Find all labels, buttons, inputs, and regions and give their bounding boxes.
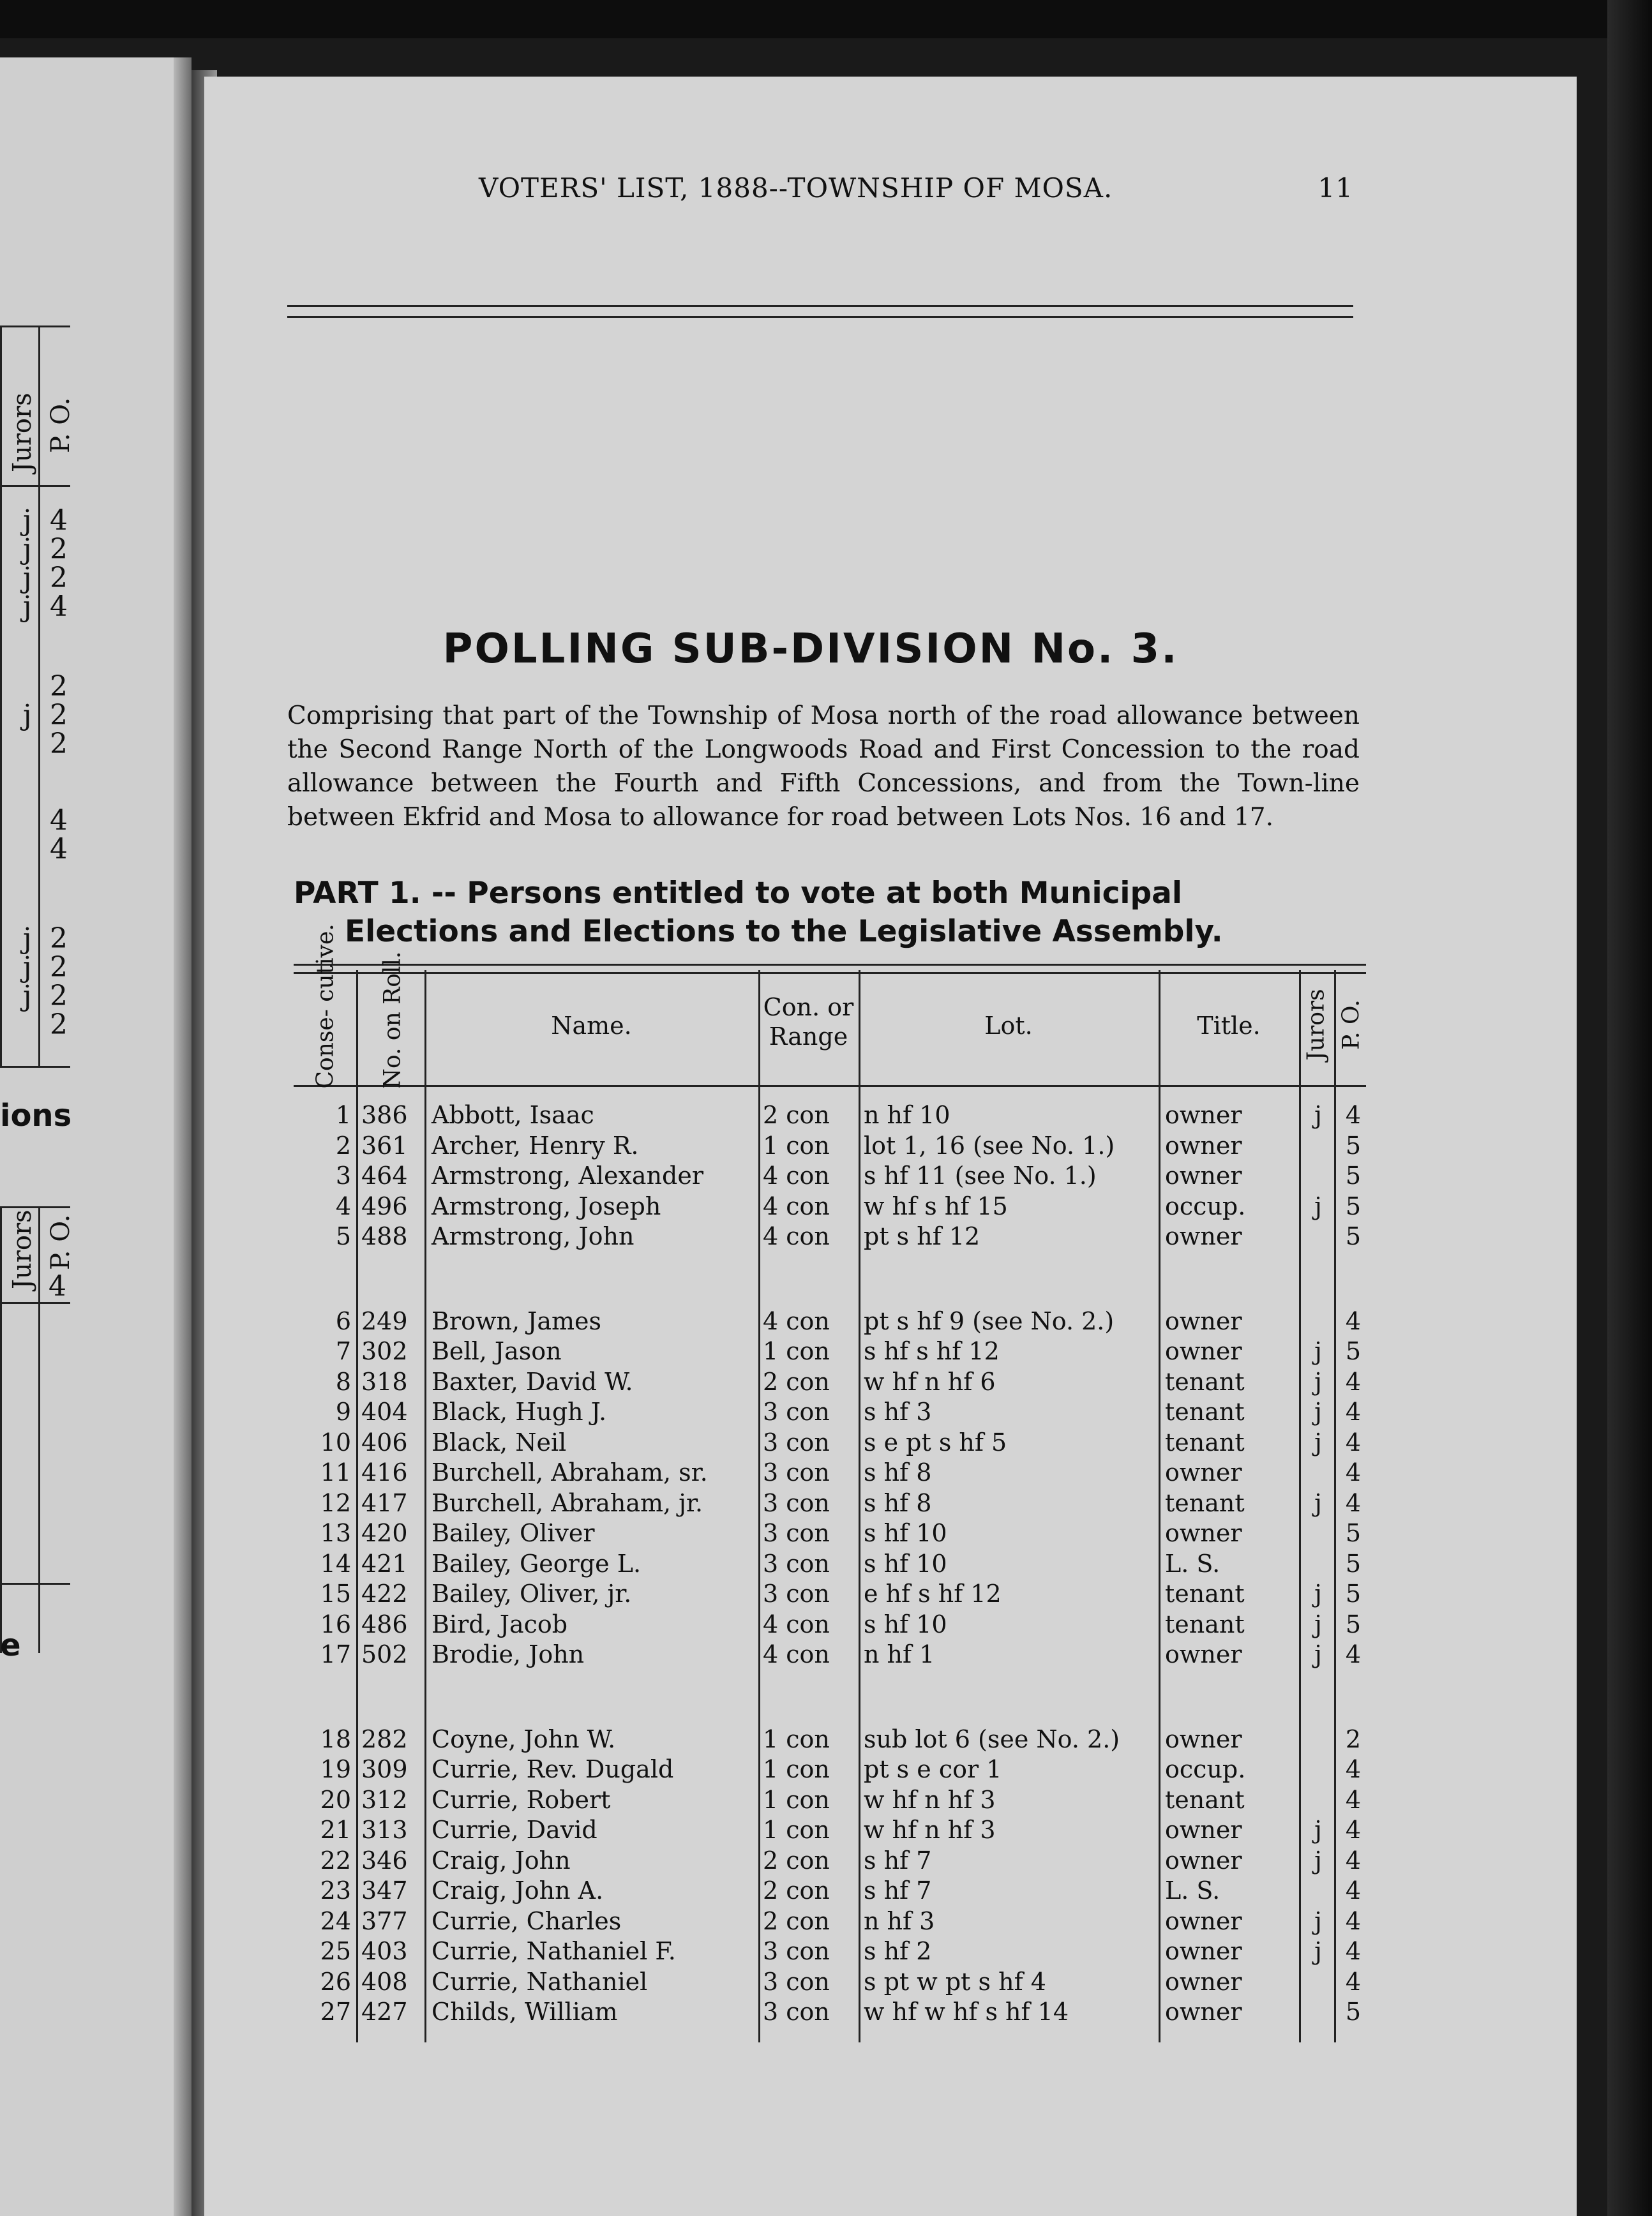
jurors-mark: j bbox=[1314, 1101, 1322, 1129]
consecutive-number: 27 bbox=[320, 1998, 351, 2026]
concession: 3 con bbox=[763, 1519, 830, 1547]
post-office: 4 bbox=[1345, 1755, 1362, 1783]
table-row bbox=[294, 1398, 1366, 1427]
table-row bbox=[294, 1368, 1366, 1397]
concession: 3 con bbox=[763, 1549, 830, 1578]
consecutive-number: 8 bbox=[335, 1367, 351, 1396]
concession: 3 con bbox=[763, 1580, 830, 1608]
voter-name: Currie, Charles bbox=[432, 1906, 622, 1935]
title-status: owner bbox=[1165, 1725, 1242, 1753]
post-office: 5 bbox=[1345, 1337, 1362, 1365]
post-office: 5 bbox=[1345, 1192, 1362, 1220]
voter-name: Black, Neil bbox=[432, 1428, 567, 1456]
table-row bbox=[294, 1337, 1366, 1366]
voter-name: Currie, David bbox=[432, 1816, 597, 1844]
concession: 3 con bbox=[763, 1398, 830, 1426]
title-status: owner bbox=[1165, 1131, 1242, 1160]
jurors-mark: j bbox=[1314, 1488, 1322, 1517]
voter-name: Armstrong, John bbox=[432, 1222, 635, 1250]
roll-number: 496 bbox=[361, 1192, 408, 1220]
lot-description: w hf s hf 15 bbox=[864, 1192, 1008, 1220]
left-page-rule bbox=[0, 326, 70, 327]
title-status: owner bbox=[1165, 1640, 1242, 1668]
table-row bbox=[294, 1998, 1366, 2027]
lot-description: s hf 3 bbox=[864, 1398, 932, 1426]
lot-description: s hf 7 bbox=[864, 1876, 932, 1905]
left-page-column-rule bbox=[0, 326, 2, 1066]
left-page-jurors-header-2: Jurors bbox=[8, 1209, 37, 1289]
lot-description: n hf 3 bbox=[864, 1906, 935, 1935]
table-row bbox=[294, 1132, 1366, 1161]
consecutive-number: 7 bbox=[335, 1337, 351, 1365]
consecutive-number: 13 bbox=[320, 1519, 351, 1547]
left-page-jurors-mark: j bbox=[23, 533, 32, 565]
jurors-mark: j bbox=[1314, 1816, 1322, 1844]
jurors-mark: j bbox=[1314, 1428, 1322, 1456]
left-page-po-entry: 2 bbox=[50, 670, 68, 703]
lot-description: w hf n hf 3 bbox=[864, 1816, 996, 1844]
post-office: 5 bbox=[1345, 1519, 1362, 1547]
left-page-jurors-mark: j bbox=[23, 980, 32, 1012]
roll-number: 361 bbox=[361, 1131, 408, 1160]
post-office: 4 bbox=[1345, 1306, 1362, 1335]
lot-description: e hf s hf 12 bbox=[864, 1580, 1002, 1608]
post-office: 5 bbox=[1345, 1162, 1362, 1190]
consecutive-number: 14 bbox=[320, 1549, 351, 1578]
roll-number: 406 bbox=[361, 1428, 408, 1456]
post-office: 4 bbox=[1345, 1906, 1362, 1935]
title-status: owner bbox=[1165, 1846, 1242, 1875]
table-row bbox=[294, 1101, 1366, 1130]
jurors-mark: j bbox=[1314, 1610, 1322, 1638]
voter-name: Burchell, Abraham, jr. bbox=[432, 1488, 703, 1517]
concession: 4 con bbox=[763, 1192, 830, 1220]
left-page-jurors-mark: j bbox=[23, 504, 32, 537]
lot-description: n hf 1 bbox=[864, 1640, 935, 1668]
left-page-po-entry: 2 bbox=[50, 728, 68, 760]
left-page-jurors-mark: j bbox=[23, 590, 32, 623]
left-facing-page bbox=[0, 57, 191, 2216]
consecutive-number: 17 bbox=[320, 1640, 351, 1668]
jurors-mark: j bbox=[1314, 1580, 1322, 1608]
left-page-jurors-mark: j bbox=[23, 699, 32, 731]
left-page-rule bbox=[0, 485, 70, 487]
table-row bbox=[294, 1846, 1366, 1876]
table-row bbox=[294, 1968, 1366, 1997]
header-title: Title. bbox=[1197, 1012, 1261, 1040]
voter-name: Brodie, John bbox=[432, 1640, 585, 1668]
concession: 4 con bbox=[763, 1640, 830, 1668]
consecutive-number: 22 bbox=[320, 1846, 351, 1875]
left-page-rule bbox=[0, 1583, 70, 1585]
jurors-mark: j bbox=[1314, 1192, 1322, 1220]
concession: 1 con bbox=[763, 1785, 830, 1814]
post-office: 4 bbox=[1345, 1398, 1362, 1426]
title-status: owner bbox=[1165, 1816, 1242, 1844]
running-head-title: VOTERS' LIST, 1888--TOWNSHIP OF MOSA. bbox=[479, 172, 1113, 204]
concession: 3 con bbox=[763, 1998, 830, 2026]
title-status: tenant bbox=[1165, 1580, 1245, 1608]
left-page-po-entry: 2 bbox=[50, 922, 68, 955]
concession: 2 con bbox=[763, 1906, 830, 1935]
title-status: tenant bbox=[1165, 1367, 1245, 1396]
concession: 1 con bbox=[763, 1816, 830, 1844]
title-status: L. S. bbox=[1165, 1876, 1220, 1905]
page-gutter bbox=[174, 57, 191, 2216]
consecutive-number: 11 bbox=[320, 1458, 351, 1486]
lot-description: lot 1, 16 (see No. 1.) bbox=[864, 1131, 1115, 1160]
roll-number: 502 bbox=[361, 1640, 408, 1668]
page-number: 11 bbox=[1318, 172, 1353, 204]
post-office: 4 bbox=[1345, 1816, 1362, 1844]
consecutive-number: 24 bbox=[320, 1906, 351, 1935]
title-status: tenant bbox=[1165, 1488, 1245, 1517]
roll-number: 486 bbox=[361, 1610, 408, 1638]
post-office: 4 bbox=[1345, 1876, 1362, 1905]
header-roll: No. on Roll. bbox=[379, 951, 406, 1089]
left-page-po-entry: 2 bbox=[50, 533, 68, 565]
title-status: tenant bbox=[1165, 1785, 1245, 1814]
voter-name: Currie, Nathaniel bbox=[432, 1967, 648, 1996]
concession: 4 con bbox=[763, 1610, 830, 1638]
roll-number: 386 bbox=[361, 1101, 408, 1129]
left-page-po-entry: 2 bbox=[50, 980, 68, 1012]
voter-name: Craig, John bbox=[432, 1846, 571, 1875]
voter-name: Bailey, Oliver bbox=[432, 1519, 595, 1547]
roll-number: 488 bbox=[361, 1222, 408, 1250]
left-page-rule bbox=[0, 1206, 70, 1208]
concession: 4 con bbox=[763, 1222, 830, 1250]
concession: 3 con bbox=[763, 1428, 830, 1456]
left-page-jurors-mark: j bbox=[23, 562, 32, 594]
post-office: 4 bbox=[1345, 1640, 1362, 1668]
left-page-po-header-2: P. O. bbox=[46, 1214, 75, 1270]
title-status: owner bbox=[1165, 1222, 1242, 1250]
consecutive-number: 23 bbox=[320, 1876, 351, 1905]
part-heading-line2: Elections and Elections to the Legislative Assembly. bbox=[345, 914, 1223, 949]
lot-description: s e pt s hf 5 bbox=[864, 1428, 1007, 1456]
voter-name: Currie, Robert bbox=[432, 1785, 611, 1814]
lot-description: s hf 8 bbox=[864, 1488, 932, 1517]
lot-description: s hf 8 bbox=[864, 1458, 932, 1486]
jurors-mark: j bbox=[1314, 1337, 1322, 1365]
concession: 1 con bbox=[763, 1131, 830, 1160]
part-heading-line1: PART 1. -- Persons entitled to vote at both Municipal bbox=[294, 876, 1183, 911]
table-row bbox=[294, 1786, 1366, 1815]
lot-description: w hf w hf s hf 14 bbox=[864, 1998, 1069, 2026]
roll-number: 249 bbox=[361, 1306, 408, 1335]
post-office: 4 bbox=[1345, 1846, 1362, 1875]
left-page-jurors-mark: j bbox=[23, 951, 32, 984]
title-status: owner bbox=[1165, 1967, 1242, 1996]
voter-name: Armstrong, Alexander bbox=[432, 1162, 704, 1190]
title-status: owner bbox=[1165, 1998, 1242, 2026]
roll-number: 427 bbox=[361, 1998, 408, 2026]
title-status: owner bbox=[1165, 1906, 1242, 1935]
voter-name: Coyne, John W. bbox=[432, 1725, 616, 1753]
consecutive-number: 5 bbox=[335, 1222, 351, 1250]
voter-name: Black, Hugh J. bbox=[432, 1398, 607, 1426]
post-office: 5 bbox=[1345, 1131, 1362, 1160]
table-row bbox=[294, 1640, 1366, 1670]
title-status: owner bbox=[1165, 1458, 1242, 1486]
table-row bbox=[294, 1162, 1366, 1191]
voter-name: Baxter, David W. bbox=[432, 1367, 633, 1396]
left-page-column-rule bbox=[0, 1206, 2, 1653]
lot-description: n hf 10 bbox=[864, 1101, 950, 1129]
lot-description: pt s e cor 1 bbox=[864, 1755, 1002, 1783]
voter-name: Craig, John A. bbox=[432, 1876, 604, 1905]
post-office: 4 bbox=[1345, 1428, 1362, 1456]
lot-description: w hf n hf 6 bbox=[864, 1367, 996, 1396]
header-double-rule bbox=[287, 305, 1353, 318]
jurors-mark: j bbox=[1314, 1937, 1322, 1965]
film-edge-top bbox=[0, 0, 1652, 38]
left-page-jurors-header: Jurors bbox=[8, 393, 37, 472]
roll-number: 309 bbox=[361, 1755, 408, 1783]
table-row bbox=[294, 1816, 1366, 1845]
consecutive-number: 26 bbox=[320, 1967, 351, 1996]
concession: 2 con bbox=[763, 1101, 830, 1129]
header-po: P. O. bbox=[1338, 999, 1365, 1050]
post-office: 4 bbox=[1345, 1458, 1362, 1486]
left-page-heading-fragment-2: e bbox=[0, 1628, 21, 1663]
post-office: 5 bbox=[1345, 1222, 1362, 1250]
roll-number: 313 bbox=[361, 1816, 408, 1844]
table-row bbox=[294, 1907, 1366, 1936]
section-description: Comprising that part of the Township of Mosa north of the road allowance between the Second Range North of the Longwoods Road and First Concession to the road allowance between the Fourth and Fifth Concessions, and from the Town-line between Ekfrid and Mosa to allowance for road between Lots Nos. 16 and 17. bbox=[287, 701, 1360, 832]
table-row bbox=[294, 1222, 1366, 1252]
consecutive-number: 19 bbox=[320, 1755, 351, 1783]
roll-number: 417 bbox=[361, 1488, 408, 1517]
film-edge-right bbox=[1607, 0, 1652, 2216]
post-office: 5 bbox=[1345, 1580, 1362, 1608]
roll-number: 404 bbox=[361, 1398, 408, 1426]
concession: 3 con bbox=[763, 1937, 830, 1965]
table-row bbox=[294, 1192, 1366, 1222]
title-status: owner bbox=[1165, 1937, 1242, 1965]
post-office: 4 bbox=[1345, 1101, 1362, 1129]
roll-number: 422 bbox=[361, 1580, 408, 1608]
voter-name: Brown, James bbox=[432, 1306, 602, 1335]
jurors-mark: j bbox=[1314, 1640, 1322, 1668]
left-page-po-entry: 2 bbox=[50, 951, 68, 984]
consecutive-number: 12 bbox=[320, 1488, 351, 1517]
table-row bbox=[294, 1755, 1366, 1785]
lot-description: s hf 2 bbox=[864, 1937, 932, 1965]
voter-name: Bailey, George L. bbox=[432, 1549, 642, 1578]
table-header-rule bbox=[294, 1085, 1366, 1087]
roll-number: 421 bbox=[361, 1549, 408, 1578]
voter-name: Archer, Henry R. bbox=[432, 1131, 639, 1160]
concession: 2 con bbox=[763, 1876, 830, 1905]
lot-description: s hf 10 bbox=[864, 1549, 947, 1578]
concession: 3 con bbox=[763, 1458, 830, 1486]
consecutive-number: 15 bbox=[320, 1580, 351, 1608]
left-page-rule bbox=[0, 1066, 70, 1068]
roll-number: 282 bbox=[361, 1725, 408, 1753]
voter-name: Currie, Rev. Dugald bbox=[432, 1755, 674, 1783]
concession: 3 con bbox=[763, 1967, 830, 1996]
title-status: tenant bbox=[1165, 1610, 1245, 1638]
left-page-po-entry: 2 bbox=[50, 699, 68, 731]
header-consecutive: Conse- cutive. bbox=[312, 924, 339, 1089]
post-office: 5 bbox=[1345, 1610, 1362, 1638]
post-office: 4 bbox=[1345, 1488, 1362, 1517]
consecutive-number: 16 bbox=[320, 1610, 351, 1638]
title-status: owner bbox=[1165, 1306, 1242, 1335]
roll-number: 464 bbox=[361, 1162, 408, 1190]
part-heading bbox=[294, 874, 1366, 951]
roll-number: 377 bbox=[361, 1906, 408, 1935]
lot-description: w hf n hf 3 bbox=[864, 1785, 996, 1814]
post-office: 2 bbox=[1345, 1725, 1362, 1753]
post-office: 4 bbox=[1345, 1367, 1362, 1396]
left-page-po-entry: 4 bbox=[50, 590, 68, 623]
lot-description: s hf 10 bbox=[864, 1610, 947, 1638]
lot-description: s hf 10 bbox=[864, 1519, 947, 1547]
section-title: POLLING SUB-DIVISION No. 3. bbox=[442, 625, 1179, 673]
lot-description: s hf 11 (see No. 1.) bbox=[864, 1162, 1097, 1190]
table-row bbox=[294, 1458, 1366, 1488]
consecutive-number: 18 bbox=[320, 1725, 351, 1753]
post-office: 4 bbox=[1345, 1785, 1362, 1814]
header-con-range: Con. or Range bbox=[763, 993, 854, 1051]
concession: 3 con bbox=[763, 1488, 830, 1517]
jurors-mark: j bbox=[1314, 1398, 1322, 1426]
lot-description: s hf s hf 12 bbox=[864, 1337, 1000, 1365]
roll-number: 403 bbox=[361, 1937, 408, 1965]
header-name: Name. bbox=[551, 1012, 632, 1040]
jurors-mark: j bbox=[1314, 1367, 1322, 1396]
voter-name: Bird, Jacob bbox=[432, 1610, 568, 1638]
left-page-po-entry: 4 bbox=[49, 1270, 66, 1303]
roll-number: 420 bbox=[361, 1519, 408, 1547]
post-office: 5 bbox=[1345, 1549, 1362, 1578]
voter-name: Currie, Nathaniel F. bbox=[432, 1937, 676, 1965]
concession: 2 con bbox=[763, 1846, 830, 1875]
title-status: L. S. bbox=[1165, 1549, 1220, 1578]
left-page-po-entry: 2 bbox=[50, 562, 68, 594]
roll-number: 346 bbox=[361, 1846, 408, 1875]
roll-number: 318 bbox=[361, 1367, 408, 1396]
voter-name: Bailey, Oliver, jr. bbox=[432, 1580, 632, 1608]
post-office: 5 bbox=[1345, 1998, 1362, 2026]
concession: 4 con bbox=[763, 1162, 830, 1190]
post-office: 4 bbox=[1345, 1937, 1362, 1965]
lot-description: s pt w pt s hf 4 bbox=[864, 1967, 1046, 1996]
concession: 1 con bbox=[763, 1755, 830, 1783]
left-page-po-entry: 4 bbox=[50, 833, 68, 865]
title-status: owner bbox=[1165, 1519, 1242, 1547]
left-page-po-header: P. O. bbox=[46, 397, 75, 453]
consecutive-number: 3 bbox=[335, 1162, 351, 1190]
jurors-mark: j bbox=[1314, 1906, 1322, 1935]
lot-description: s hf 7 bbox=[864, 1846, 932, 1875]
consecutive-number: 6 bbox=[335, 1306, 351, 1335]
header-lot: Lot. bbox=[984, 1012, 1033, 1040]
title-status: owner bbox=[1165, 1101, 1242, 1129]
left-page-column-rule bbox=[38, 326, 40, 1066]
left-page-po-entry: 2 bbox=[50, 1008, 68, 1041]
table-row bbox=[294, 1725, 1366, 1755]
title-status: tenant bbox=[1165, 1398, 1245, 1426]
table-row bbox=[294, 1876, 1366, 1906]
lot-description: pt s hf 12 bbox=[864, 1222, 980, 1250]
table-row bbox=[294, 1550, 1366, 1579]
voter-name: Bell, Jason bbox=[432, 1337, 562, 1365]
roll-number: 416 bbox=[361, 1458, 408, 1486]
consecutive-number: 10 bbox=[320, 1428, 351, 1456]
title-status: owner bbox=[1165, 1337, 1242, 1365]
title-status: occup. bbox=[1165, 1755, 1246, 1783]
table-row bbox=[294, 1937, 1366, 1966]
consecutive-number: 20 bbox=[320, 1785, 351, 1814]
header-jurors: Jurors bbox=[1303, 989, 1330, 1061]
voter-name: Childs, William bbox=[432, 1998, 618, 2026]
left-page-heading-fragment: ions bbox=[0, 1098, 72, 1134]
consecutive-number: 25 bbox=[320, 1937, 351, 1965]
table-row bbox=[294, 1489, 1366, 1518]
concession: 2 con bbox=[763, 1367, 830, 1396]
consecutive-number: 9 bbox=[335, 1398, 351, 1426]
table-row bbox=[294, 1428, 1366, 1458]
left-page-jurors-mark: j bbox=[23, 922, 32, 955]
lot-description: sub lot 6 (see No. 2.) bbox=[864, 1725, 1120, 1753]
consecutive-number: 2 bbox=[335, 1131, 351, 1160]
roll-number: 302 bbox=[361, 1337, 408, 1365]
voter-name: Armstrong, Joseph bbox=[432, 1192, 661, 1220]
left-page-column-rule bbox=[38, 1206, 40, 1653]
post-office: 4 bbox=[1345, 1967, 1362, 1996]
consecutive-number: 1 bbox=[335, 1101, 351, 1129]
concession: 4 con bbox=[763, 1306, 830, 1335]
roll-number: 312 bbox=[361, 1785, 408, 1814]
title-status: owner bbox=[1165, 1162, 1242, 1190]
title-status: occup. bbox=[1165, 1192, 1246, 1220]
table-row bbox=[294, 1519, 1366, 1548]
table-row bbox=[294, 1610, 1366, 1640]
concession: 1 con bbox=[763, 1337, 830, 1365]
table-row bbox=[294, 1307, 1366, 1336]
voter-name: Burchell, Abraham, sr. bbox=[432, 1458, 708, 1486]
roll-number: 408 bbox=[361, 1967, 408, 1996]
jurors-mark: j bbox=[1314, 1846, 1322, 1875]
consecutive-number: 21 bbox=[320, 1816, 351, 1844]
roll-number: 347 bbox=[361, 1876, 408, 1905]
consecutive-number: 4 bbox=[335, 1192, 351, 1220]
table-top-rule bbox=[294, 964, 1366, 974]
concession: 1 con bbox=[763, 1725, 830, 1753]
left-page-po-entry: 4 bbox=[50, 804, 68, 837]
left-page-po-entry: 4 bbox=[50, 504, 68, 537]
lot-description: pt s hf 9 (see No. 2.) bbox=[864, 1306, 1115, 1335]
title-status: tenant bbox=[1165, 1428, 1245, 1456]
table-row bbox=[294, 1580, 1366, 1609]
voter-name: Abbott, Isaac bbox=[432, 1101, 594, 1129]
